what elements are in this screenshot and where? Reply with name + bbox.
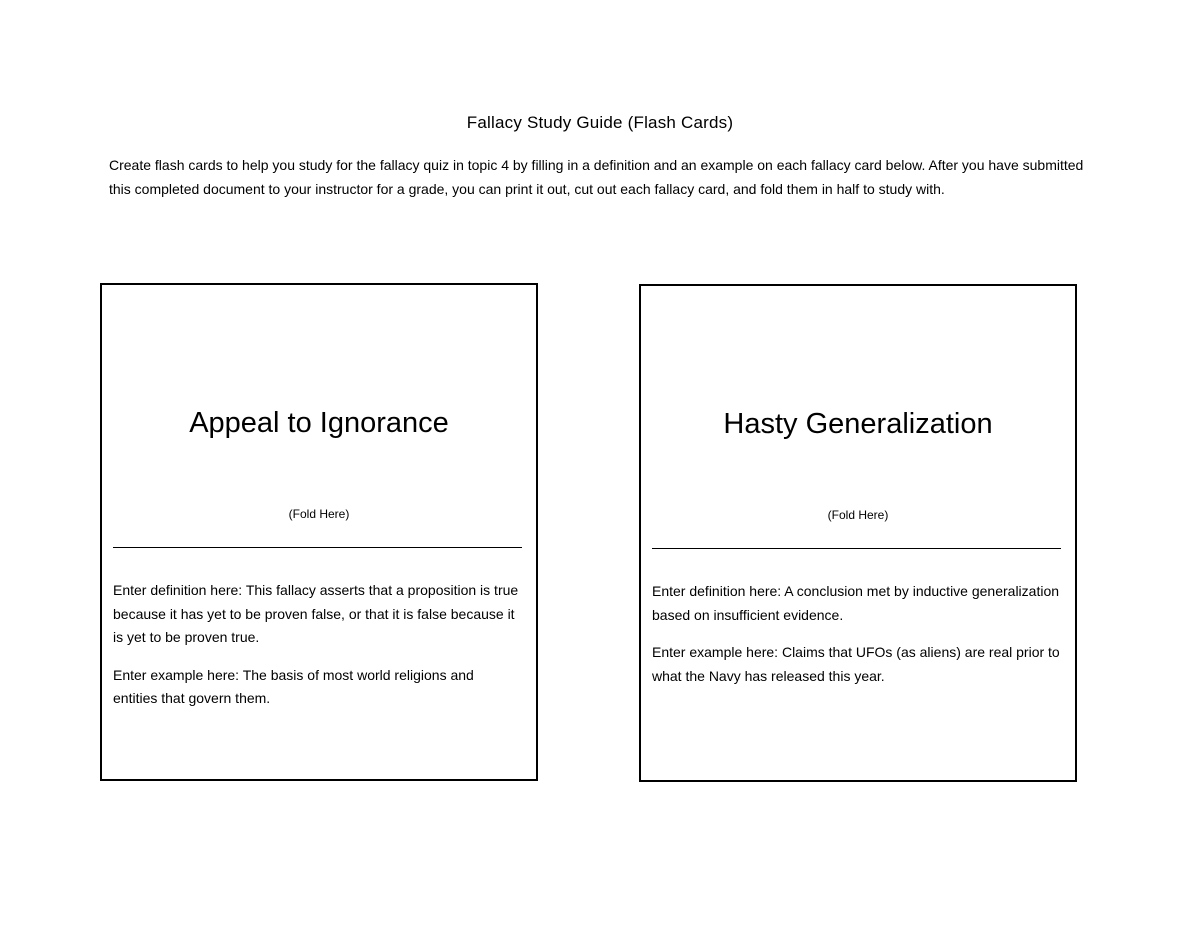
card-term: Hasty Generalization: [723, 408, 993, 440]
flash-card-appeal-to-ignorance: [100, 283, 538, 781]
card-example[interactable]: Enter example here: Claims that UFOs (as aliens) are real prior to what the Navy has released this year.: [652, 644, 1060, 684]
card-body: [113, 579, 522, 725]
card-definition[interactable]: Enter definition here: This fallacy asserts that a proposition is true because it has yet to be proven false, or that it is false because it is yet to be proven true.: [113, 582, 519, 645]
card-fold-line: [113, 547, 522, 548]
card-term: Appeal to Ignorance: [189, 407, 449, 439]
flash-card-hasty-generalization: [639, 284, 1077, 782]
card-fold-label: (Fold Here): [827, 508, 889, 522]
page-title: Fallacy Study Guide (Flash Cards): [466, 113, 734, 132]
card-body: [652, 580, 1061, 702]
card-fold-line: [652, 548, 1061, 549]
card-definition[interactable]: Enter definition here: A conclusion met by inductive generalization based on insufficient evidence.: [652, 583, 1060, 623]
card-fold-label: (Fold Here): [288, 507, 350, 521]
card-example[interactable]: Enter example here: The basis of most world religions and entities that govern them.: [113, 666, 474, 706]
instructions-paragraph: Create flash cards to help you study for the fallacy quiz in topic 4 by filling in a definition and an example on each fallacy card below. After you have submitted this completed document to your instructor for a grade, you can print it out, cut out each fallacy card, and fold them in half to study with.: [109, 157, 1084, 197]
